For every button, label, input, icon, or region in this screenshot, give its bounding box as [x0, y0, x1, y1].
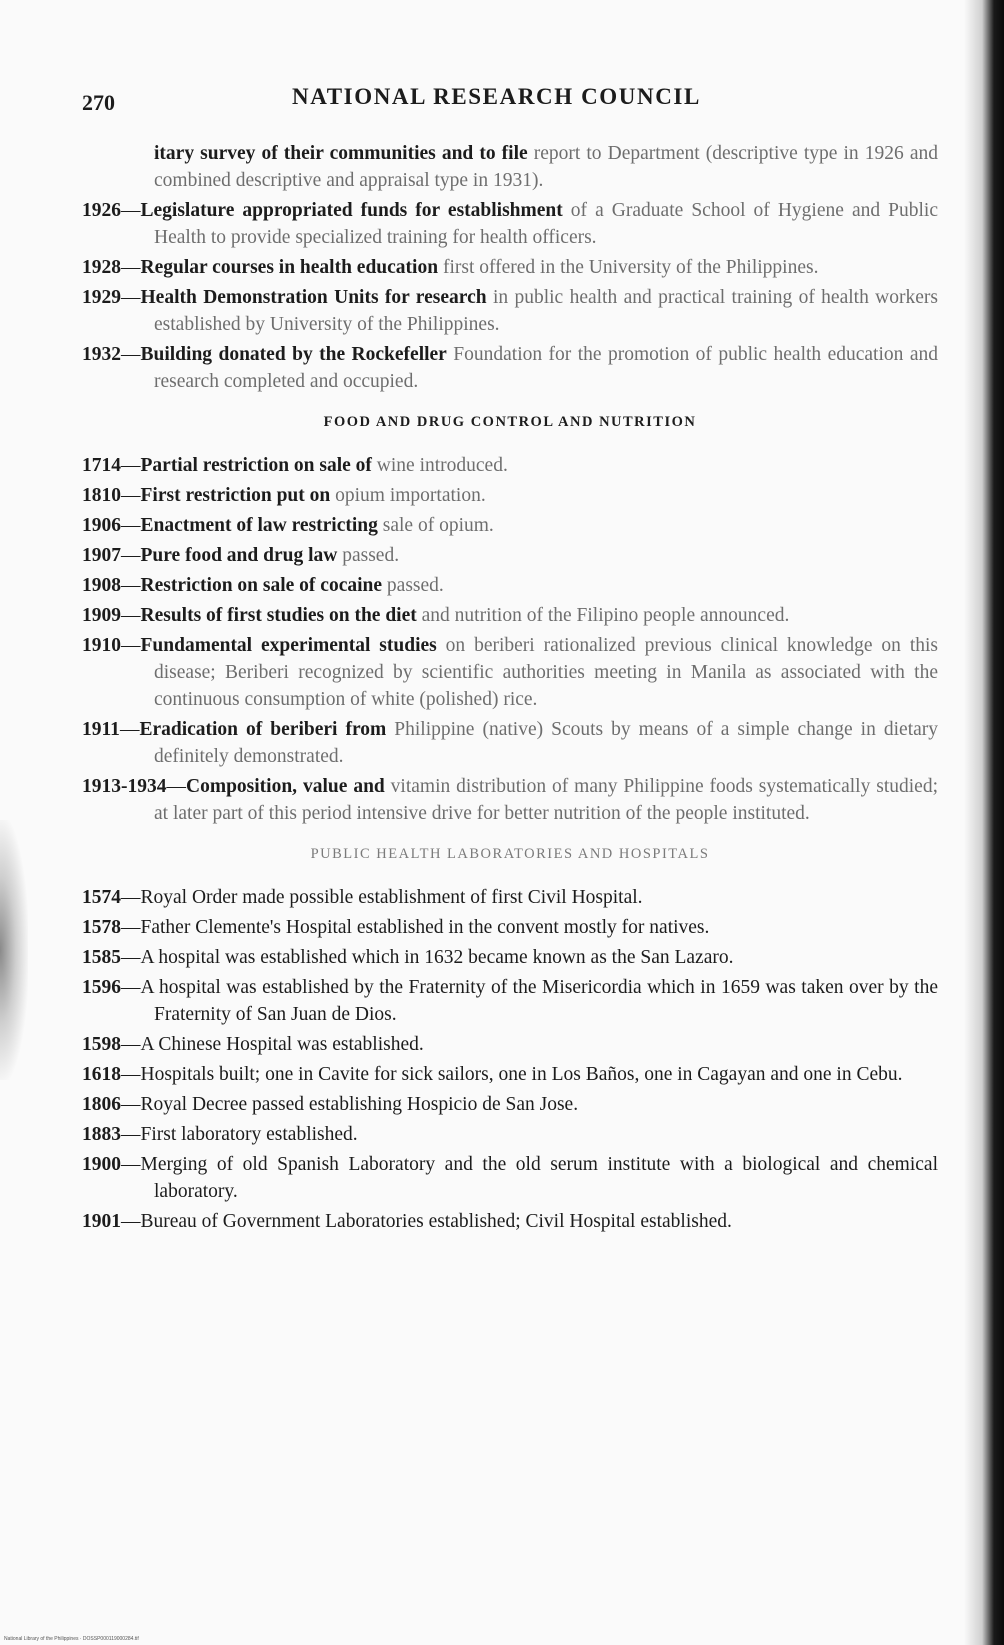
entry-text-rest: in public health and practical training of health workers established by University of the Philippines.	[154, 287, 938, 335]
entry-text-lead: Legislature appropriated funds for establishment	[140, 200, 563, 221]
entry-text-lead: First restriction put on	[140, 485, 331, 506]
chronology-entry: 1929—Health Demonstration Units for research in public health and practical training of health workers established by University of the Philippines.	[82, 287, 938, 335]
entry-text-lead: Building donated by the Rockefeller	[140, 344, 447, 365]
entry-year: 1883	[82, 1124, 121, 1145]
entry-text-rest: sale of opium.	[377, 515, 494, 536]
entry-text-lead: Regular courses in health education	[140, 257, 439, 278]
chronology-entry: 1596—A hospital was established by the Fraternity of the Misericordia which in 1659 was taken over by the Fraternity of San Juan de Dios.	[82, 977, 938, 1025]
entry-year: 1596	[82, 977, 121, 998]
entry-text-lead: Partial restriction on sale of	[140, 455, 372, 476]
entry-text-rest: and nutrition of the Filipino people announced.	[416, 605, 790, 626]
entry-text-rest: passed.	[337, 545, 400, 566]
entry-year: 1926	[82, 200, 121, 221]
entry-text-rest: on beriberi rationalized previous clinical knowledge on this disease; Beriberi recognized by scientific authorities meeting in Manila as associated with the continuous consumption of white (polished) rice.	[154, 635, 938, 710]
entry-text: Merging of old Spanish Laboratory and the old serum institute with a biological and chemical laboratory.	[140, 1154, 938, 1202]
entry-list-labs	[82, 884, 938, 1235]
entry-text: Bureau of Government Laboratories established; Civil Hospital established.	[140, 1211, 732, 1232]
entry-text: Father Clemente's Hospital established in the convent mostly for natives.	[140, 917, 710, 938]
entry-year: 1578	[82, 917, 121, 938]
entry-text-lead: Health Demonstration Units for research	[140, 287, 487, 308]
chronology-entry: 1907—Pure food and drug law passed.	[82, 545, 400, 566]
entry-year: 1618	[82, 1064, 121, 1085]
entry-year: 1900	[82, 1154, 121, 1175]
entry-year: 1910	[82, 635, 121, 656]
entry-text-rest: Philippine (native) Scouts by means of a simple change in dietary definitely demonstrated.	[154, 719, 939, 767]
chronology-entry: 1578—Father Clemente's Hospital established in the convent mostly for natives.	[82, 917, 710, 938]
scan-artifact	[0, 820, 28, 1080]
chronology-entry: 1913-1934—Composition, value and vitamin distribution of many Philippine foods systematically studied; at later part of this period intensive drive for better nutrition of the people instituted.	[82, 776, 938, 824]
entry-text: A hospital was established which in 1632 became known as the San Lazaro.	[140, 947, 734, 968]
chronology-entry: 1810—First restriction put on opium importation.	[82, 485, 486, 506]
section-heading-food: FOOD AND DRUG CONTROL AND NUTRITION	[323, 414, 697, 430]
entry-year: 1913-1934	[82, 776, 167, 797]
entry-text-lead: Fundamental experimental studies	[140, 635, 437, 656]
entry-year: 1585	[82, 947, 121, 968]
entry-text-rest: vitamin distribution of many Philippine foods systematically studied; at later part of this period intensive drive for better nutrition of the people instituted.	[154, 776, 938, 824]
entry-year: 1806	[82, 1094, 121, 1115]
entry-year: 1810	[82, 485, 121, 506]
entry-year: 1714	[82, 455, 121, 476]
entry-text-rest: Foundation for the promotion of public health education and research completed and occupied.	[154, 344, 938, 392]
chronology-entry: 1883—First laboratory established.	[82, 1124, 358, 1145]
entry-year: 1908	[82, 575, 121, 596]
entry-text: First laboratory established.	[140, 1124, 358, 1145]
chronology-entry: 1910—Fundamental experimental studies on beriberi rationalized previous clinical knowledge on this disease; Beriberi recognized by scientific authorities meeting in Manila as associated with the continuous consumption of white (polished) rice.	[82, 635, 938, 710]
chronology-entry: 1909—Results of first studies on the diet and nutrition of the Filipino people announced.	[82, 605, 790, 626]
chronology-entry: 1618—Hospitals built; one in Cavite for sick sailors, one in Los Baños, one in Cagayan and one in Cebu.	[82, 1064, 903, 1085]
entry-text-lead: Pure food and drug law	[140, 545, 338, 566]
chronology-entry: 1928—Regular courses in health education first offered in the University of the Philippines.	[82, 257, 819, 278]
chronology-entry: 1900—Merging of old Spanish Laboratory and the old serum institute with a biological and chemical laboratory.	[82, 1154, 938, 1202]
entry-text-rest: opium importation.	[330, 485, 486, 506]
entry-year: 1911	[82, 719, 120, 740]
entry-year: 1928	[82, 257, 121, 278]
entry-text-rest: first offered in the University of the Philippines.	[438, 257, 819, 278]
chronology-entry: 1911—Eradication of beriberi from Philippine (native) Scouts by means of a simple change in dietary definitely demonstrated.	[82, 719, 939, 767]
entry-year: 1932	[82, 344, 121, 365]
continued-entry: itary survey of their communities and to file report to Department (descriptive type in 1926 and combined descriptive and appraisal type in 1931).	[154, 143, 939, 191]
entry-text-lead: Composition, value and	[186, 776, 385, 797]
chronology-entry: 1574—Royal Order made possible establishment of first Civil Hospital.	[82, 887, 643, 908]
chronology-entry: 1901—Bureau of Government Laboratories established; Civil Hospital established.	[82, 1211, 732, 1232]
chronology-entry: 1714—Partial restriction on sale of wine introduced.	[82, 455, 508, 476]
chronology-entry: 1906—Enactment of law restricting sale of opium.	[82, 515, 494, 536]
page-number: 270	[82, 90, 115, 115]
entry-text: Hospitals built; one in Cavite for sick sailors, one in Los Baños, one in Cagayan and one in Cebu.	[140, 1064, 903, 1085]
section-heading-labs: PUBLIC HEALTH LABORATORIES AND HOSPITALS	[310, 846, 710, 862]
entry-text-rest: wine introduced.	[371, 455, 508, 476]
entry-year: 1909	[82, 605, 121, 626]
entry-year: 1929	[82, 287, 121, 308]
chronology-entry: 1585—A hospital was established which in 1632 became known as the San Lazaro.	[82, 947, 734, 968]
chronology-entry: 1932—Building donated by the Rockefeller Foundation for the promotion of public health education and research completed and occupied.	[82, 344, 938, 392]
entry-year: 1574	[82, 887, 121, 908]
entry-year: 1907	[82, 545, 121, 566]
chronology-entry: 1598—A Chinese Hospital was established.	[82, 1034, 424, 1055]
page-body	[82, 140, 938, 1238]
page-header	[82, 84, 732, 120]
entry-text: A Chinese Hospital was established.	[140, 1034, 424, 1055]
entry-list-food	[82, 452, 938, 827]
entry-text: Royal Decree passed establishing Hospicio de San Jose.	[140, 1094, 579, 1115]
entry-text-lead: Enactment of law restricting	[140, 515, 378, 536]
entry-text-rest: of a Graduate School of Hygiene and Public Health to provide specialized training for health officers.	[154, 200, 938, 248]
entry-text-lead: Results of first studies on the diet	[140, 605, 417, 626]
page-edge-shadow	[964, 0, 1004, 1645]
entry-text: A hospital was established by the Fraternity of the Misericordia which in 1659 was taken over by the Fraternity of San Juan de Dios.	[140, 977, 938, 1025]
chronology-entry: 1926—Legislature appropriated funds for establishment of a Graduate School of Hygiene and Public Health to provide specialized training for health officers.	[82, 200, 938, 248]
entry-list-health-education	[82, 197, 938, 395]
entry-text: Royal Order made possible establishment of first Civil Hospital.	[140, 887, 643, 908]
running-head: NATIONAL RESEARCH COUNCIL	[292, 84, 701, 109]
chronology-entry: 1908—Restriction on sale of cocaine passed.	[82, 575, 444, 596]
entry-year: 1598	[82, 1034, 121, 1055]
chronology-entry: 1806—Royal Decree passed establishing Hospicio de San Jose.	[82, 1094, 579, 1115]
entry-year: 1906	[82, 515, 121, 536]
entry-text-lead: Eradication of beriberi from	[139, 719, 387, 740]
scan-footer-note: National Library of the Philippines · DOSSP000119000284.tif	[4, 1636, 139, 1642]
entry-text-rest: passed.	[382, 575, 444, 596]
entry-year: 1901	[82, 1211, 121, 1232]
entry-text-lead: Restriction on sale of cocaine	[140, 575, 383, 596]
